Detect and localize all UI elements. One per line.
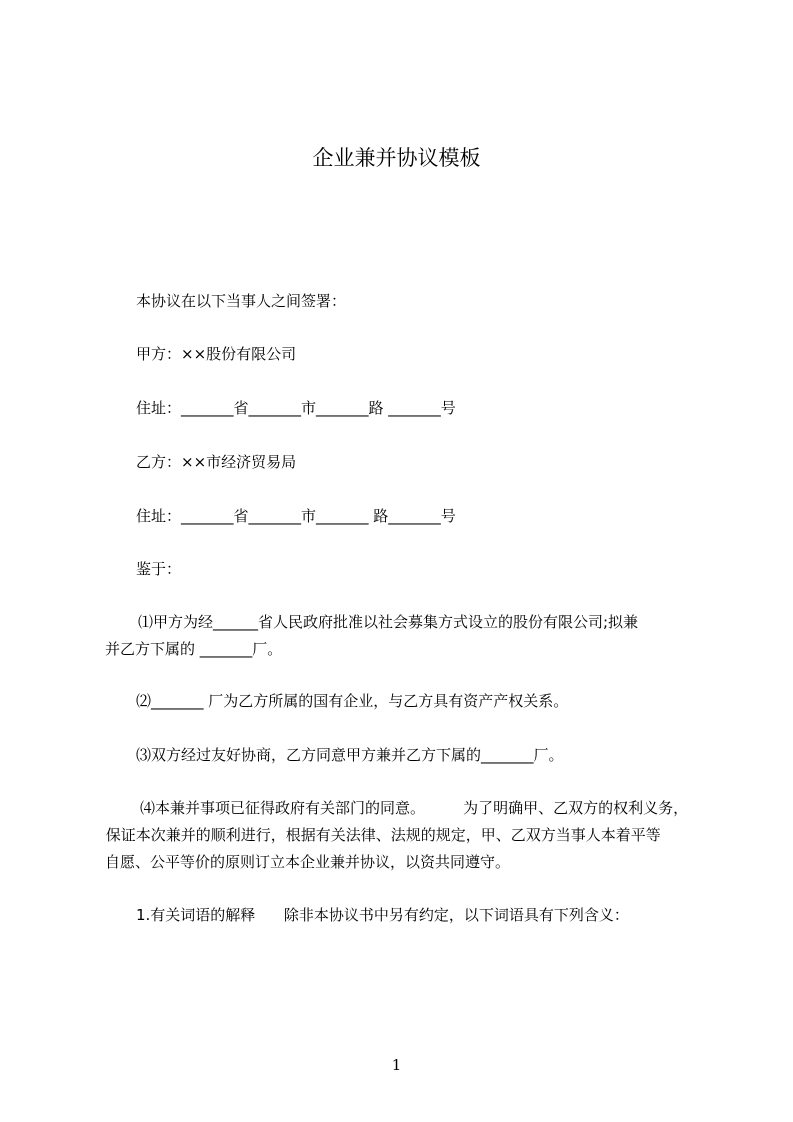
recital-1-line-2: 并乙方下属的 _______厂。 [105,640,283,658]
party-b-name: 乙方：××市经济贸易局 [136,453,297,471]
recital-1-line-1: ⑴甲方为经______省人民政府批准以社会募集方式设立的股份有限公司;拟兼 [138,613,639,631]
whereas-heading: 鉴于： [136,560,182,578]
intro-paragraph: 本协议在以下当事人之间签署： [136,292,347,310]
party-a-address: 住址：_______省_______市_______路 _______号 [136,399,456,417]
party-b-address: 住址：_______省_______市_______ 路_______号 [136,507,456,525]
recital-3: ⑶双方经过友好协商，乙方同意甲方兼并乙方下属的_______厂。 [136,746,564,764]
section-1-heading: 1.有关词语的解释 除非本协议书中另有约定，以下词语具有下列含义： [136,906,629,924]
recital-2: ⑵_______ 厂为乙方所属的国有企业，与乙方具有资产产权关系。 [136,692,569,710]
recital-4-line-3: 自愿、公平等价的原则订立本企业兼并协议，以资共同遵守。 [105,853,511,871]
recital-4-line-1: ⑷本兼并事项已征得政府有关部门的同意。 为了明确甲、乙双方的权利义务， [140,799,689,817]
party-a-name: 甲方：××股份有限公司 [136,345,297,363]
recital-4-line-2: 保证本次兼并的顺利进行，根据有关法律、法规的规定，甲、乙双方当事人本着平等 [101,826,661,844]
document-title: 企业兼并协议模板 [312,146,481,170]
page-number: 1 [391,1056,402,1074]
